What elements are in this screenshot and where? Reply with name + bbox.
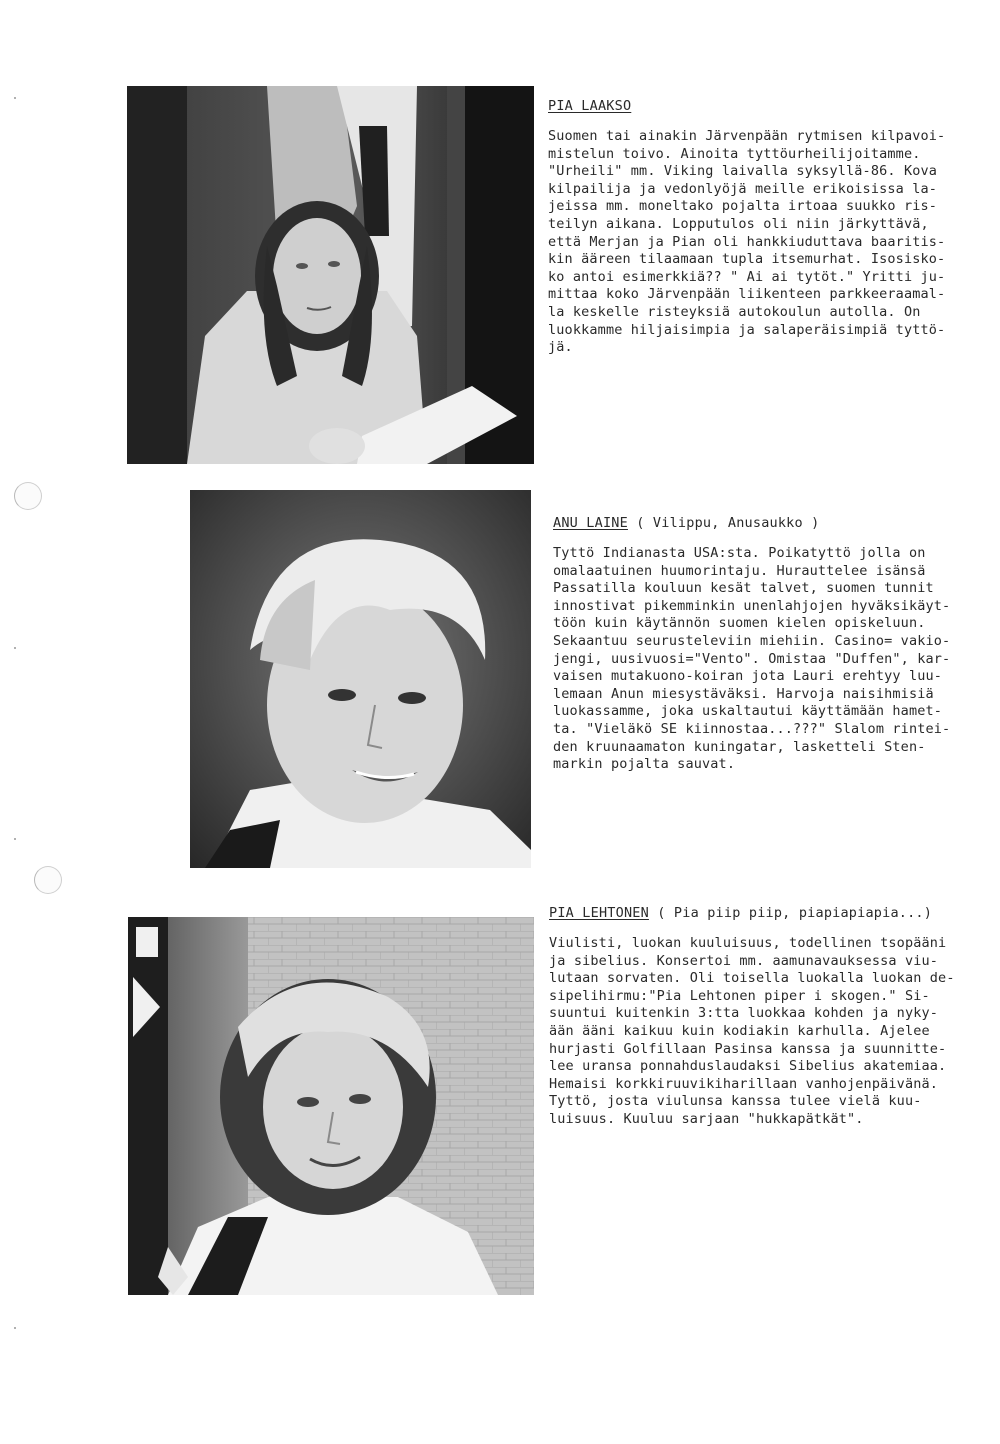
- description-line: omalaatuinen huumorintaju. Hurauttelee isänsä: [553, 562, 926, 579]
- description-line: hurjasti Golfillaan Pasinsa kanssa ja suunnitte-: [549, 1040, 947, 1057]
- student-name: ANU LAINE: [553, 515, 628, 531]
- entry-heading: [553, 514, 950, 532]
- description-line: lee uransa ponnahduslaudaksi Sibelius akatemiaa.: [549, 1058, 947, 1075]
- description-line: jeissa mm. moneltako pojalta irtoaa suukko ris-: [548, 198, 938, 215]
- entry-description: [549, 935, 955, 1129]
- description-line: luisuus. Kuuluu sarjaan "hukkapätkät".: [549, 1110, 864, 1127]
- binder-hole-top: [14, 482, 42, 510]
- description-line: jengi, uusivuosi="Vento". Omistaa "Duffen", kar-: [553, 650, 951, 667]
- entry-heading: [548, 97, 945, 115]
- description-line: Tyttö Indianasta USA:sta. Poikatyttö jolla on: [553, 545, 926, 561]
- description-line: luokassamme, joka uskaltautui käyttämään hamet-: [553, 703, 943, 720]
- description-line: Viulisti, luokan kuuluisuus, todellinen tsopääni: [549, 935, 947, 951]
- description-line: mittaa koko Järvenpään liikenteen parkkeeraamal-: [548, 286, 946, 303]
- student-nickname: ( Vilippu, Anusaukko ): [627, 515, 820, 531]
- description-line: sipelihirmu:"Pia Lehtonen piper i skogen." Si-: [549, 987, 930, 1004]
- description-line: Passatilla kouluun kesät talvet, suomen tunnit: [553, 580, 934, 597]
- portrait-photo-pia-laakso: [127, 86, 534, 464]
- entry-description: [553, 545, 950, 774]
- description-line: ään ääni kaikuu kuin kodiakin karhulla. Ajelee: [549, 1022, 930, 1039]
- binder-hole-bottom: [34, 866, 62, 894]
- paper-speck: [14, 97, 16, 99]
- description-line: la keskelle risteyksiä autokoulun autolla. On: [548, 303, 921, 320]
- description-line: kin ääreen tilaamaan tupla itsemurhat. Isosisko-: [548, 251, 946, 268]
- description-line: markin pojalta sauvat.: [553, 756, 736, 773]
- student-nickname: ( Pia piip piip, piapiapiapia...): [648, 905, 933, 921]
- description-line: mistelun toivo. Ainoita tyttöurheilijoitamme.: [548, 145, 921, 162]
- description-line: kilpailija ja vedonlyöjä meille erikoisissa la-: [548, 180, 938, 197]
- paper-speck: [14, 838, 16, 840]
- description-line: ko antoi esimerkkiä?? " Ai ai tytöt." Yritti ju-: [548, 268, 946, 285]
- description-line: "Urheili" mm. Viking laivalla syksyllä-86. Kova: [548, 163, 938, 180]
- description-line: Suomen tai ainakin Järvenpään rytmisen kilpavoi-: [548, 128, 946, 144]
- description-line: luokkamme hiljaisimpia ja salaperäisimpiä tyttö-: [548, 321, 946, 338]
- description-line: että Merjan ja Pian oli hankkiuduttava baaritis-: [548, 233, 946, 250]
- entry-description: [548, 128, 945, 357]
- student-name: PIA LEHTONEN: [549, 905, 649, 921]
- entry-pia-laakso: [548, 97, 945, 357]
- entry-pia-lehtonen: [549, 904, 955, 1129]
- description-line: Hemaisi korkkiruuvikiharillaan vanhojenpäivänä.: [549, 1075, 939, 1092]
- description-line: ta. "Vieläkö SE kiinnostaa...???" Slalom rintei-: [553, 720, 951, 737]
- description-line: lemaan Anun miesystäväksi. Harvoja naisihmisiä: [553, 685, 934, 702]
- description-line: Tyttö, josta viulunsa kanssa tulee vielä kuu-: [549, 1093, 922, 1110]
- paper-speck: [14, 647, 16, 649]
- portrait-photo-anu-laine: [190, 490, 531, 868]
- description-line: innostivat pikemminkin unenlahjojen hyväksikäyt-: [553, 597, 951, 614]
- student-name: PIA LAAKSO: [548, 98, 632, 114]
- paper-speck: [14, 1327, 16, 1329]
- description-line: teilyn aikana. Lopputulos oli niin järkyttävä,: [548, 215, 929, 232]
- description-line: jä.: [548, 339, 573, 356]
- description-line: lutaan sorvaten. Oli toisella luokalla luokan de-: [549, 970, 955, 987]
- description-line: Sekaantuu seurusteleviin miehiin. Casino= vakio-: [553, 632, 951, 649]
- entry-heading: [549, 904, 955, 922]
- portrait-photo-pia-lehtonen: [128, 917, 534, 1295]
- description-line: den kruunaamaton kuningatar, lasketteli Sten-: [553, 738, 926, 755]
- description-line: töön kuin käytännön suomen kielen opiskeluun.: [553, 615, 926, 632]
- description-line: suuntui kuitenkin 3:tta luokkaa kohden ja nyky-: [549, 1005, 939, 1022]
- description-line: ja sibelius. Konsertoi mm. aamunavauksessa viu-: [549, 952, 939, 969]
- description-line: vaisen mutakuono-koiran jota Lauri erehtyy luu-: [553, 668, 943, 685]
- entry-anu-laine: [553, 514, 950, 774]
